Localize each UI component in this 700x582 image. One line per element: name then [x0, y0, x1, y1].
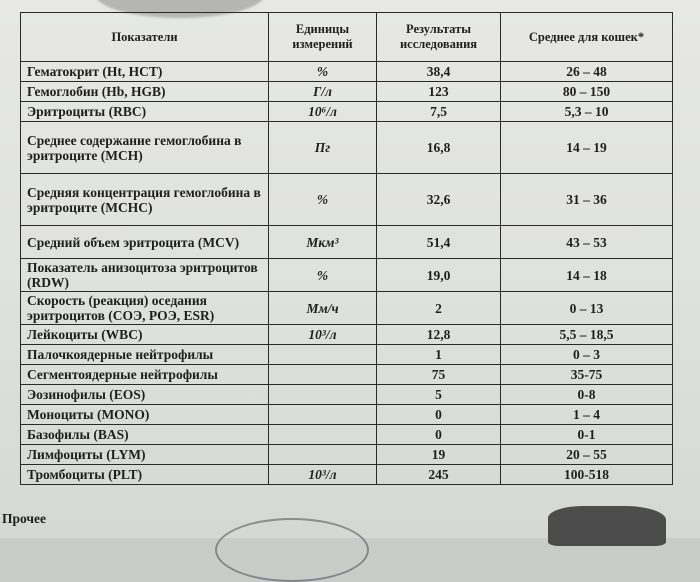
- row-norm: 0-8: [501, 385, 673, 405]
- row-unit: Мм/ч: [269, 292, 377, 325]
- row-norm: 43 – 53: [501, 226, 673, 259]
- table-row: [21, 82, 673, 102]
- header-norm: Среднее для кошек*: [501, 13, 673, 62]
- header-name: Показатели: [21, 13, 269, 62]
- table-header-row: [21, 13, 673, 62]
- row-unit: %: [269, 174, 377, 226]
- row-norm: 5,3 – 10: [501, 102, 673, 122]
- row-result: 245: [377, 465, 501, 485]
- lab-results-table: [20, 12, 673, 485]
- table-row: [21, 62, 673, 82]
- row-result: 0: [377, 425, 501, 445]
- row-result: 32,6: [377, 174, 501, 226]
- dark-smudge: [548, 506, 666, 546]
- row-norm: 35-75: [501, 365, 673, 385]
- row-name: Скорость (реакция) оседания эритроцитов (СОЭ, РОЭ, ESR): [21, 292, 269, 325]
- row-name: Базофилы (BAS): [21, 425, 269, 445]
- row-result: 75: [377, 365, 501, 385]
- row-norm: 31 – 36: [501, 174, 673, 226]
- row-name: Показатель анизоцитоза эритроцитов (RDW): [21, 259, 269, 292]
- row-norm: 14 – 18: [501, 259, 673, 292]
- table-row: [21, 405, 673, 425]
- row-norm: 14 – 19: [501, 122, 673, 174]
- row-name: Средний объем эритроцита (MCV): [21, 226, 269, 259]
- row-norm: 0 – 13: [501, 292, 673, 325]
- row-name: Эозинофилы (EOS): [21, 385, 269, 405]
- row-result: 51,4: [377, 226, 501, 259]
- row-name: Лимфоциты (LYM): [21, 445, 269, 465]
- table-row: [21, 259, 673, 292]
- row-result: 16,8: [377, 122, 501, 174]
- row-name: Средняя концентрация гемоглобина в эритроците (MCHC): [21, 174, 269, 226]
- row-unit: 10⁶/л: [269, 102, 377, 122]
- table-row: [21, 122, 673, 174]
- row-norm: 100-518: [501, 465, 673, 485]
- row-result: 38,4: [377, 62, 501, 82]
- other-label: Прочее: [2, 511, 47, 526]
- row-unit: %: [269, 62, 377, 82]
- row-unit: 10³/л: [269, 465, 377, 485]
- table-row: [21, 465, 673, 485]
- row-name: Палочкоядерные нейтрофилы: [21, 345, 269, 365]
- table-row: [21, 325, 673, 345]
- header-result: Результаты исследования: [377, 13, 501, 62]
- row-unit: 10³/л: [269, 325, 377, 345]
- row-norm: 1 – 4: [501, 405, 673, 425]
- row-unit: [269, 405, 377, 425]
- row-name: Тромбоциты (PLT): [21, 465, 269, 485]
- row-unit: %: [269, 259, 377, 292]
- row-name: Сегментоядерные нейтрофилы: [21, 365, 269, 385]
- row-norm: 80 – 150: [501, 82, 673, 102]
- table-row: [21, 425, 673, 445]
- row-result: 19: [377, 445, 501, 465]
- table-row: [21, 365, 673, 385]
- row-unit: Мкм³: [269, 226, 377, 259]
- row-norm: 5,5 – 18,5: [501, 325, 673, 345]
- row-unit: [269, 445, 377, 465]
- row-unit: Пг: [269, 122, 377, 174]
- table-row: [21, 226, 673, 259]
- row-result: 1: [377, 345, 501, 365]
- row-norm: 0 – 3: [501, 345, 673, 365]
- table-row: [21, 345, 673, 365]
- row-unit: [269, 425, 377, 445]
- row-norm: 20 – 55: [501, 445, 673, 465]
- row-name: Моноциты (MONO): [21, 405, 269, 425]
- table-row: [21, 292, 673, 325]
- row-result: 12,8: [377, 325, 501, 345]
- row-name: Лейкоциты (WBC): [21, 325, 269, 345]
- row-name: Эритроциты (RBC): [21, 102, 269, 122]
- row-unit: [269, 345, 377, 365]
- row-unit: [269, 385, 377, 405]
- row-result: 5: [377, 385, 501, 405]
- row-name: Гематокрит (Ht, HCT): [21, 62, 269, 82]
- row-norm: 0-1: [501, 425, 673, 445]
- table-row: [21, 174, 673, 226]
- row-result: 19,0: [377, 259, 501, 292]
- table-row: [21, 445, 673, 465]
- table-row: [21, 385, 673, 405]
- row-norm: 26 – 48: [501, 62, 673, 82]
- row-result: 2: [377, 292, 501, 325]
- row-unit: Г/л: [269, 82, 377, 102]
- row-unit: [269, 365, 377, 385]
- row-result: 0: [377, 405, 501, 425]
- stamp: [215, 518, 369, 582]
- row-result: 123: [377, 82, 501, 102]
- row-name: Гемоглобин (Hb, HGB): [21, 82, 269, 102]
- header-unit: Единицы измерений: [269, 13, 377, 62]
- row-name: Среднее содержание гемоглобина в эритроците (MCH): [21, 122, 269, 174]
- table-row: [21, 102, 673, 122]
- row-result: 7,5: [377, 102, 501, 122]
